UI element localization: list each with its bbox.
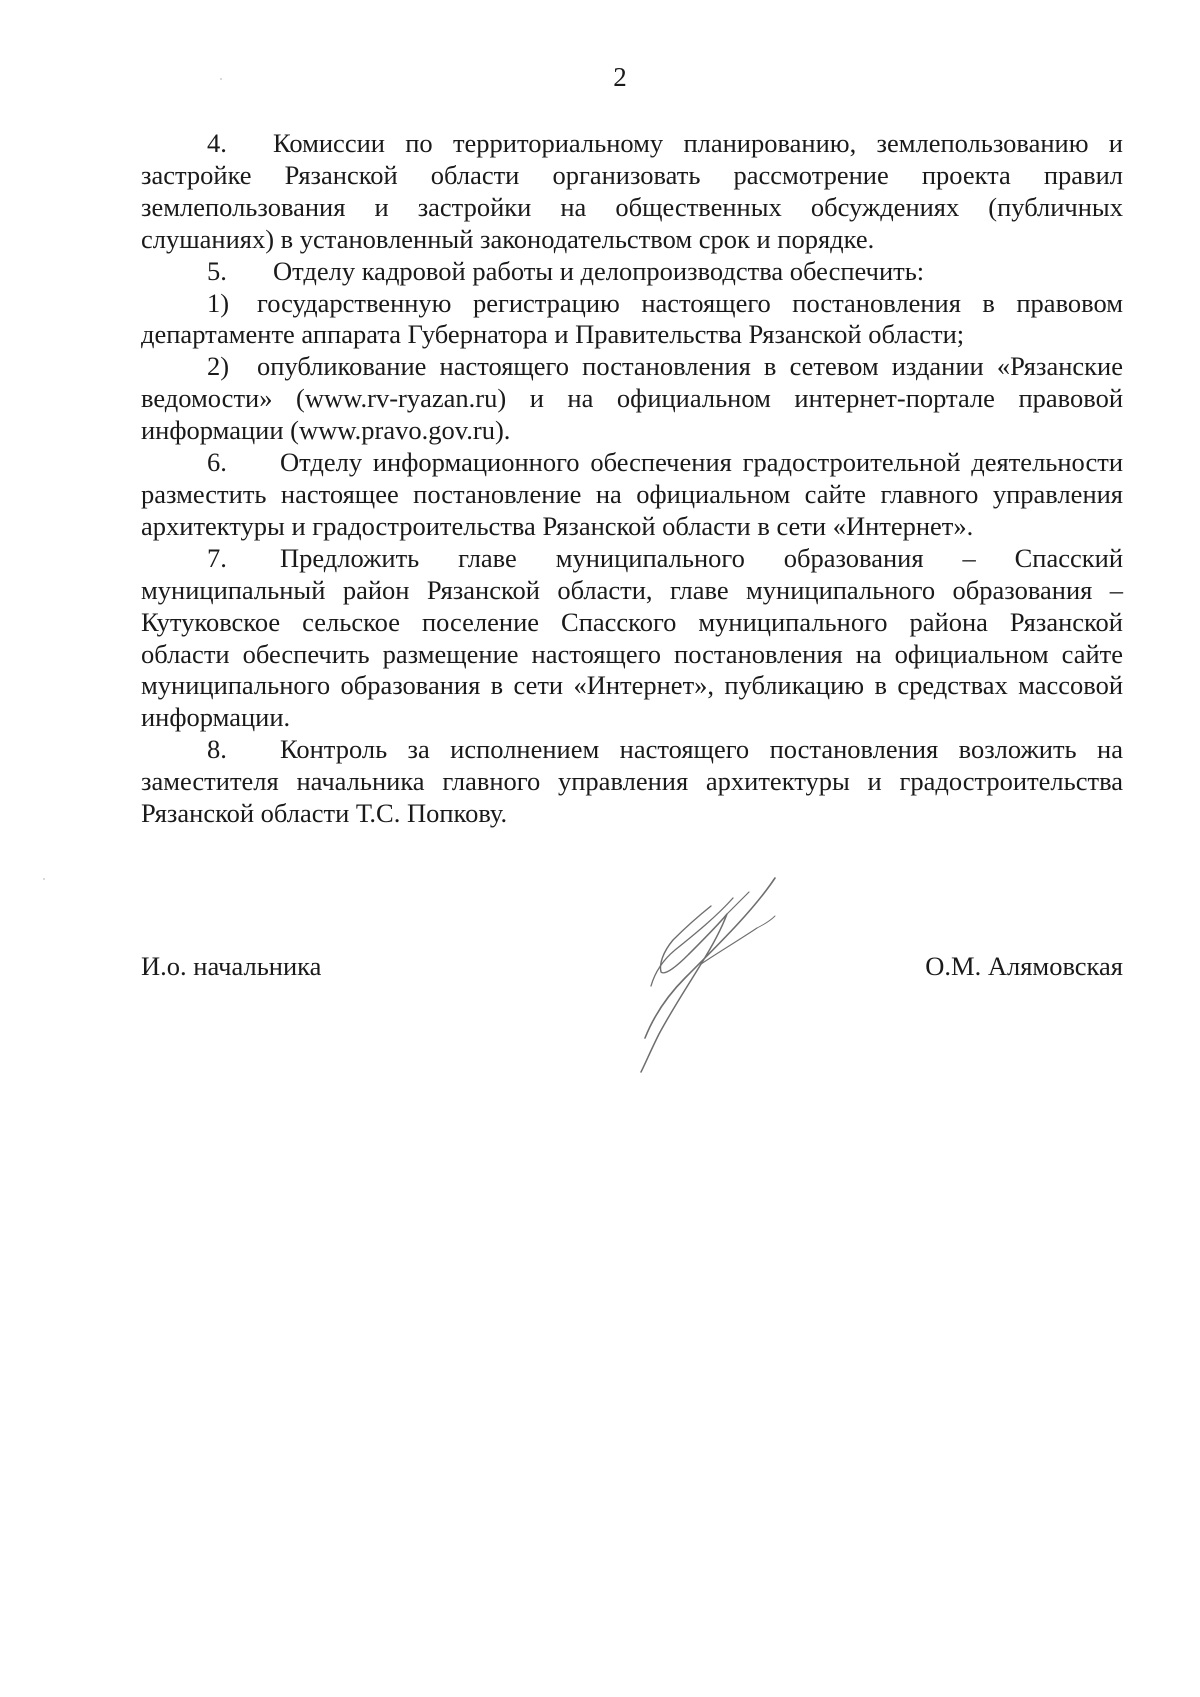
scan-speck bbox=[43, 878, 45, 880]
signatory-title: И.о. начальника bbox=[141, 951, 322, 981]
paragraph-text: Предложить главе муниципального образования – Спасский муниципальный район Рязанской области, главе муниципального образования – Кутуковское сельское поселение Спасского муниципального района Рязанской области обеспечить размещение настоящего постановления на официальном сайте муниципального образования в сети «Интернет», публикацию в средствах массовой информации. bbox=[141, 542, 1123, 733]
paragraph-number: 8. bbox=[207, 734, 227, 765]
page-number: 2 bbox=[613, 62, 627, 92]
paragraph-4 bbox=[141, 128, 1123, 256]
paragraph-text: опубликование настоящего постановления в сетевом издании «Рязанские ведомости» (www.rv-ryazan.ru) и на официальном интернет-портале правовой информации (www.pravo.gov.ru). bbox=[141, 351, 1123, 446]
subparagraph-2 bbox=[141, 351, 1123, 447]
paragraph-number: 7. bbox=[207, 542, 227, 573]
paragraph-number: 2) bbox=[207, 351, 230, 382]
paragraph-number: 4. bbox=[207, 128, 227, 158]
paragraph-5 bbox=[141, 256, 1123, 288]
paragraph-text: Контроль за исполнением настоящего постановления возложить на заместителя начальника главного управления архитектуры и градостроительства Рязанской области Т.С. Попкову. bbox=[141, 734, 1123, 829]
paragraph-text: Отделу кадровой работы и делопроизводства обеспечить: bbox=[273, 255, 925, 286]
paragraph-8 bbox=[141, 734, 1123, 830]
subparagraph-1 bbox=[141, 288, 1123, 352]
paragraph-number: 6. bbox=[207, 447, 227, 478]
paragraph-text: Отделу информационного обеспечения градостроительной деятельности разместить настоящее постановление на официальном сайте главного управления архитектуры и градостроительства Рязанской области в сети «Интернет». bbox=[141, 447, 1123, 541]
paragraph-text: государственную регистрацию настоящего постановления в правовом департаменте аппарата Губернатора и Правительства Рязанской области; bbox=[141, 287, 1123, 350]
document-body bbox=[141, 128, 1123, 830]
paragraph-number: 1) bbox=[207, 287, 230, 318]
scan-speck bbox=[220, 78, 222, 80]
paragraph-number: 5. bbox=[207, 255, 227, 286]
handwritten-signature bbox=[615, 868, 795, 1073]
paragraph-text: Комиссии по территориальному планированию, землепользованию и застройке Рязанской области организовать рассмотрение проекта правил землепользования и застройки на общественных обсуждениях (публичных слушаниях) в установленный законодательством срок и порядке. bbox=[141, 128, 1123, 254]
paragraph-7 bbox=[141, 543, 1123, 734]
paragraph-6 bbox=[141, 447, 1123, 543]
signatory-name: О.М. Алямовская bbox=[925, 951, 1123, 981]
